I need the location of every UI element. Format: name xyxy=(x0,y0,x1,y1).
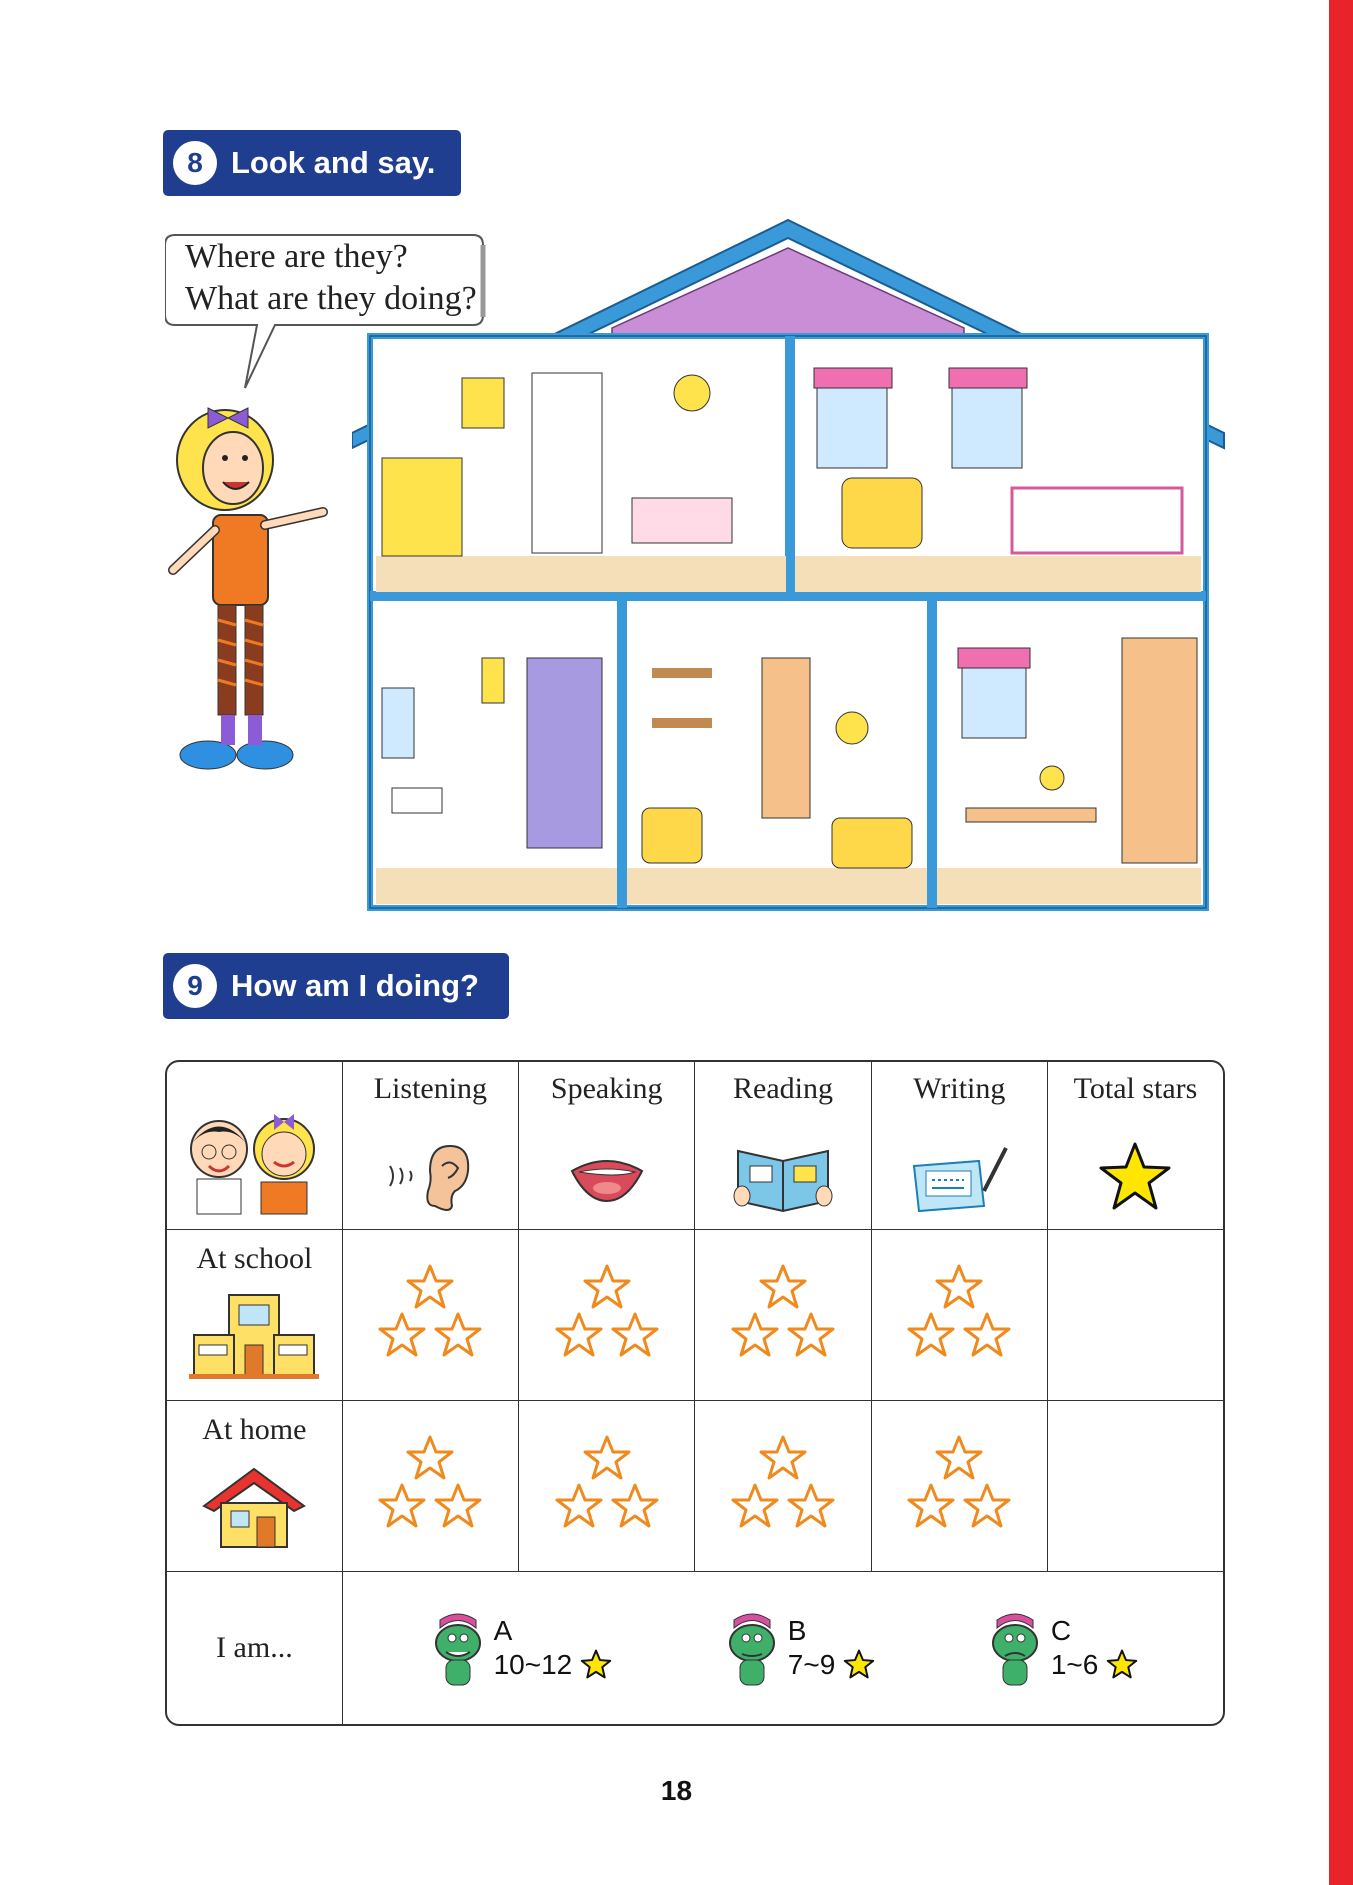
row-label: At home xyxy=(202,1413,307,1446)
star-cell[interactable] xyxy=(872,1401,1048,1572)
level-range: 7~9 xyxy=(787,1649,836,1680)
section-number: 9 xyxy=(173,964,217,1008)
star-icon xyxy=(1095,1136,1175,1216)
book-icon xyxy=(728,1136,838,1216)
three-stars-icon[interactable] xyxy=(552,1262,662,1362)
level-b xyxy=(722,1608,875,1688)
section-8-header xyxy=(163,130,461,196)
table-header-row xyxy=(167,1062,1223,1230)
notebook-icon xyxy=(904,1136,1014,1216)
page-edge-bar xyxy=(1329,0,1353,1885)
star-cell[interactable] xyxy=(695,1230,871,1401)
star-cell[interactable] xyxy=(343,1230,519,1401)
iam-label: I am... xyxy=(167,1572,343,1724)
skill-header-listening xyxy=(343,1062,519,1230)
star-icon xyxy=(1106,1649,1138,1679)
dinosaur-icon xyxy=(722,1608,782,1688)
three-stars-icon[interactable] xyxy=(375,1262,485,1362)
level-grade: B xyxy=(787,1615,807,1646)
mouth-icon xyxy=(557,1136,657,1216)
girl-illustration xyxy=(163,400,363,780)
kids-icon xyxy=(179,1104,329,1224)
section-9-header xyxy=(163,953,509,1019)
star-cell[interactable] xyxy=(343,1401,519,1572)
level-range: 1~6 xyxy=(1050,1649,1099,1680)
skill-header-total xyxy=(1048,1062,1223,1230)
skill-label: Writing xyxy=(913,1072,1006,1105)
star-icon xyxy=(843,1649,875,1679)
skill-label: Speaking xyxy=(550,1072,663,1105)
section-title: Look and say. xyxy=(231,145,436,180)
three-stars-icon[interactable] xyxy=(904,1433,1014,1533)
skill-label: Total stars xyxy=(1073,1072,1198,1105)
section-number: 8 xyxy=(173,141,217,185)
row-label-cell xyxy=(167,1401,343,1572)
star-cell[interactable] xyxy=(695,1401,871,1572)
star-cell[interactable] xyxy=(519,1230,695,1401)
bubble-line-2: What are they doing? xyxy=(185,280,477,317)
level-c xyxy=(985,1608,1138,1688)
three-stars-icon[interactable] xyxy=(552,1433,662,1533)
three-stars-icon[interactable] xyxy=(728,1262,838,1362)
row-label-cell xyxy=(167,1230,343,1401)
levels-cell xyxy=(343,1572,1223,1724)
three-stars-icon[interactable] xyxy=(904,1262,1014,1362)
skill-label: Reading xyxy=(733,1072,834,1105)
dinosaur-icon xyxy=(985,1608,1045,1688)
dinosaur-icon xyxy=(428,1608,488,1688)
ear-icon xyxy=(380,1136,480,1216)
house-illustration xyxy=(352,218,1232,918)
star-cell[interactable] xyxy=(519,1401,695,1572)
page-number: 18 xyxy=(660,1775,693,1806)
table-row-home xyxy=(167,1401,1223,1572)
skill-header-speaking xyxy=(519,1062,695,1230)
section-title: How am I doing? xyxy=(231,968,479,1003)
level-grade: C xyxy=(1050,1615,1072,1646)
skill-header-reading xyxy=(695,1062,871,1230)
row-label: At school xyxy=(196,1242,313,1275)
three-stars-icon[interactable] xyxy=(728,1433,838,1533)
level-grade: A xyxy=(493,1615,513,1646)
school-icon xyxy=(189,1290,319,1380)
bubble-line-1: Where are they? xyxy=(185,238,408,275)
level-range: 10~12 xyxy=(493,1649,573,1680)
kids-cell xyxy=(167,1062,343,1230)
skill-header-writing xyxy=(872,1062,1048,1230)
total-cell[interactable] xyxy=(1048,1401,1223,1572)
skill-label: Listening xyxy=(373,1072,488,1105)
home-icon xyxy=(199,1461,309,1551)
total-cell[interactable] xyxy=(1048,1230,1223,1401)
progress-table xyxy=(165,1060,1225,1726)
star-cell[interactable] xyxy=(872,1230,1048,1401)
table-row-iam xyxy=(167,1572,1223,1724)
star-icon xyxy=(580,1649,612,1679)
three-stars-icon[interactable] xyxy=(375,1433,485,1533)
level-a xyxy=(428,1608,612,1688)
table-row-school xyxy=(167,1230,1223,1401)
